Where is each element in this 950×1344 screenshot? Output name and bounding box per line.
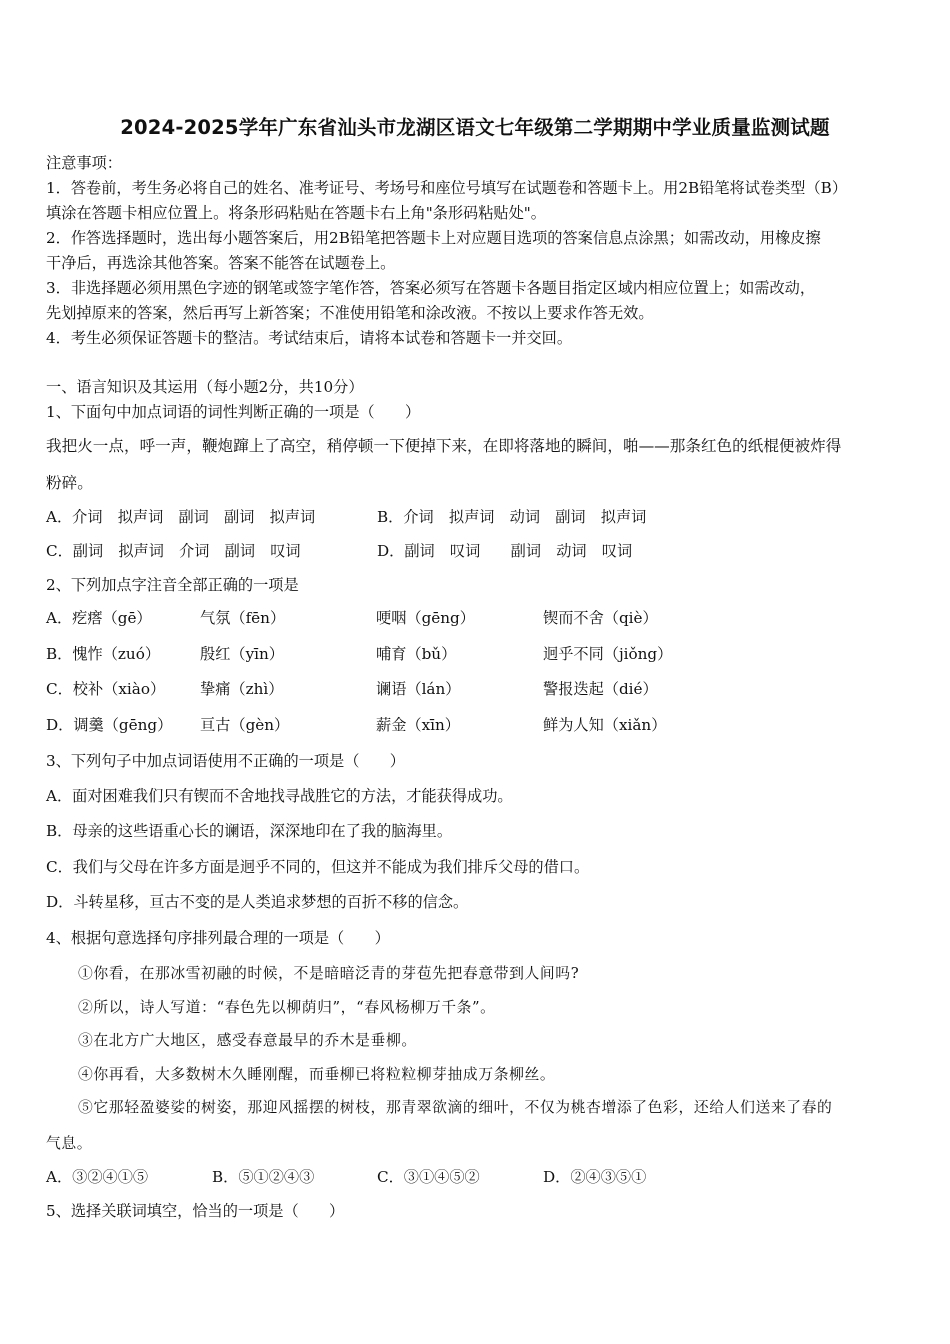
pinyin-item: C．校补（xiào） [46,680,166,698]
option-d: D．②④③⑤① [543,1168,647,1186]
sentence-2: ②所以，诗人写道：“春色先以柳荫归”，“春风杨柳万千条”。 [78,999,496,1016]
option-b: B．⑤①②④③ [212,1168,315,1186]
section-heading: 一、语言知识及其运用（每小题2分，共10分） [46,378,364,396]
sentence-4: ④你再看，大多数树木久睡刚醒，而垂柳已将粒粒柳芽抽成万条柳丝。 [78,1066,556,1083]
pinyin-item: 亘古（gèn） [200,716,290,734]
pinyin-item: A．疙瘩（gē） [46,609,152,627]
pinyin-item: 鲜为人知（xiǎn） [543,716,667,734]
notice-line: 先划掉原来的答案，然后再写上新答案；不准使用铅笔和涂改液。不按以上要求作答无效。 [46,304,654,322]
pinyin-item: 谰语（lán） [376,680,461,698]
pinyin-item: 警报迭起（dié） [543,680,658,698]
option-b: B．介词 拟声词 动词 副词 拟声词 [377,508,647,526]
question-2-stem: 2、下列加点字注音全部正确的一项是 [46,576,299,594]
notice-line: 2．作答选择题时，选出每小题答案后，用2B铅笔把答题卡上对应题目选项的答案信息点涂黑；如需改动，用橡皮擦 [46,229,821,247]
notice-line: 1．答卷前，考生务必将自己的姓名、准考证号、考场号和座位号填写在试题卷和答题卡上。用2B铅笔将试卷类型（B） [46,179,848,197]
option-d: D．副词 叹词 副词 动词 叹词 [377,542,633,560]
notice-line: 干净后，再选涂其他答案。答案不能答在试题卷上。 [46,254,396,272]
sentence-3: ③在北方广大地区，感受春意最早的乔木是垂柳。 [78,1032,417,1049]
option-c: C．我们与父母在许多方面是迥乎不同的，但这并不能成为我们排斥父母的借口。 [46,858,590,876]
option-a: A．面对困难我们只有锲而不舍地找寻战胜它的方法，才能获得成功。 [46,787,513,805]
pinyin-item: D．调羹（gēng） [46,716,173,734]
option-d: D．斗转星移，亘古不变的是人类追求梦想的百折不移的信念。 [46,893,469,911]
question-4-stem: 4、根据句意选择句序排列最合理的一项是（ ） [46,929,390,947]
pinyin-item: 锲而不舍（qiè） [543,609,658,627]
pinyin-item: 气氛（fēn） [200,609,286,627]
pinyin-item: 殷红（yīn） [200,645,284,663]
pinyin-item: 哽咽（gēng） [376,609,475,627]
notice-line: 3．非选择题必须用黑色字迹的钢笔或签字笔作答，答案必须写在答题卡各题目指定区域内相应位置上；如需改动， [46,279,816,297]
notice-line: 填涂在答题卡相应位置上。将条形码粘贴在答题卡右上角"条形码粘贴处"。 [46,204,546,222]
option-a: A．介词 拟声词 副词 副词 拟声词 [46,508,316,526]
option-a: A．③②④①⑤ [46,1168,149,1186]
question-3-stem: 3、下列句子中加点词语使用不正确的一项是（ ） [46,752,405,770]
question-1-stem: 1、下面句中加点词语的词性判断正确的一项是（ ） [46,403,421,421]
pinyin-item: 薪金（xīn） [376,716,460,734]
pinyin-item: B．愧怍（zuó） [46,645,161,663]
question-5-stem: 5、选择关联词填空，恰当的一项是（ ） [46,1202,345,1220]
question-1-passage-end: 粉碎。 [46,474,93,492]
notice-line: 4．考生必须保证答题卡的整洁。考试结束后，请将本试卷和答题卡一并交回。 [46,329,573,347]
notice-heading: 注意事项： [46,154,122,172]
pinyin-item: 迥乎不同（jiǒng） [543,645,673,663]
question-1-passage: 我把火一点，呼一声，鞭炮蹿上了高空，稍停顿一下便掉下来，在即将落地的瞬间，啪——那条红色的纸棍便被炸得 [46,437,842,455]
sentence-1: ①你看，在那冰雪初融的时候，不是暗暗泛青的芽苞先把春意带到人间吗? [78,965,580,982]
pinyin-item: 哺育（bǔ） [376,645,457,663]
option-b: B．母亲的这些语重心长的谰语，深深地印在了我的脑海里。 [46,822,453,840]
sentence-5-end: 气息。 [46,1135,93,1152]
option-c: C．副词 拟声词 介词 副词 叹词 [46,542,301,560]
pinyin-item: 挚痛（zhì） [200,680,284,698]
option-c: C．③①④⑤② [377,1168,480,1186]
page-title: 2024-2025学年广东省汕头市龙湖区语文七年级第二学期期中学业质量监测试题 [120,116,830,139]
sentence-5: ⑤它那轻盈婆娑的树姿，那迎风摇摆的树枝，那青翠欲滴的细叶，不仅为桃杏增添了色彩，还给人们送来了春的 [78,1099,833,1116]
